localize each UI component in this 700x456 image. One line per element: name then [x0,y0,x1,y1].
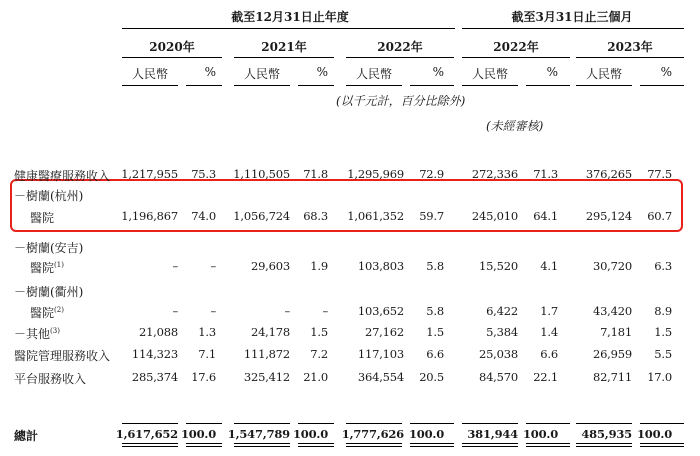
total-double-rule [186,443,222,444]
total-double-rule [234,443,290,444]
row-value: 20.5 [419,370,444,384]
year-rule-2021 [234,57,334,58]
sub-rule [526,85,570,86]
total-double-rule [410,443,454,444]
row-value: 6.6 [540,347,558,361]
highlight-box [10,179,683,232]
total-double-rule [410,446,454,447]
total-rule [462,423,518,424]
group-rule-year [122,28,455,29]
row-label-line2: 醫院$^{(1)}$ [30,261,64,275]
total-value: 381,944 [467,427,518,441]
row-value: 376,265 [585,167,632,181]
row-value: 1,110,505 [233,167,290,181]
row-value: 117,103 [357,347,404,361]
year-header-2022: 2022年 [377,40,423,54]
sub-rule [186,85,222,86]
row-label: 醫院管理服務收入 [14,349,111,363]
sub-rule [234,85,290,86]
row-value: 295,124 [585,209,632,223]
row-value: 7.1 [198,347,216,361]
col-pct-2022-3m: % [546,65,558,79]
total-value: 100.0 [522,427,558,441]
row-value: 60.7 [647,209,672,223]
col-rmb-2021: 人民幣 [243,67,280,81]
row-value: 29,603 [250,259,290,273]
sub-rule [640,85,684,86]
row-value: 7,181 [600,325,632,339]
row-value: 6,422 [486,304,518,318]
row-value: 64.1 [533,209,558,223]
row-value: 1,061,352 [347,209,404,223]
col-pct-2023-3m: % [660,65,672,79]
row-value: 1.5 [426,325,444,339]
row-value: 103,652 [357,304,404,318]
row-value: 71.8 [303,167,328,181]
row-label-line2: 醫院$^{(2)}$ [30,306,64,320]
row-value: 22.1 [533,370,558,384]
note-unaudited: (未經審核) [486,119,544,133]
total-double-rule [640,446,684,447]
row-value: 1.4 [540,325,558,339]
row-value: 285,374 [131,370,178,384]
row-value: 103,803 [357,259,404,273]
row-value: 245,010 [471,209,518,223]
row-value: 5.8 [426,259,444,273]
total-value: 1,777,626 [341,427,404,441]
total-double-rule [186,446,222,447]
row-value: 7.2 [310,347,328,361]
total-double-rule [526,446,570,447]
row-value: 17.6 [191,370,216,384]
total-value: 485,935 [581,427,632,441]
col-rmb-2022-3m: 人民幣 [471,67,508,81]
year-rule-2023-3m [576,57,684,58]
col-pct-2020: % [204,65,216,79]
year-rule-2020 [122,57,222,58]
row-label-line1: －樹蘭(衢州) [14,285,84,299]
total-value: 100.0 [636,427,672,441]
total-label: 總計 [14,429,39,443]
total-double-rule [298,446,334,447]
row-value: 1.3 [198,325,216,339]
total-double-rule [526,443,570,444]
row-value: 77.5 [647,167,672,181]
row-value: 72.9 [419,167,444,181]
total-double-rule [346,443,402,444]
footnote-marker: (3) [50,327,60,335]
row-label: －其他$^{(3)}$ [14,327,60,341]
total-double-rule [576,443,632,444]
row-value: 71.3 [533,167,558,181]
sub-rule [576,85,632,86]
group-rule-3m [462,28,684,29]
row-value: 6.3 [654,259,672,273]
col-pct-2021: % [316,65,328,79]
row-value: 30,720 [592,259,632,273]
total-value: 1,547,789 [227,427,290,441]
row-value: 1.5 [310,325,328,339]
row-value: 74.0 [191,209,216,223]
row-value: – [322,304,328,318]
row-value: 5.5 [654,347,672,361]
total-double-rule [234,446,290,447]
year-rule-2022 [346,57,454,58]
row-value: 325,412 [243,370,290,384]
row-value: – [210,304,216,318]
total-rule [122,423,178,424]
row-value: 27,162 [364,325,404,339]
row-value: 21.0 [303,370,328,384]
row-value: 68.3 [303,209,328,223]
row-value: 1.9 [310,259,328,273]
row-label-line2: 醫院 [30,211,55,225]
year-header-2020: 2020年 [149,40,195,54]
total-value: 100.0 [180,427,216,441]
col-rmb-2020: 人民幣 [131,67,168,81]
col-pct-2022: % [432,65,444,79]
total-double-rule [346,446,402,447]
year-rule-2022-3m [462,57,570,58]
row-value: 75.3 [191,167,216,181]
total-rule [410,423,454,424]
row-value: 8.9 [654,304,672,318]
row-value: 84,570 [478,370,518,384]
row-value: 5,384 [486,325,518,339]
row-value: 1,295,969 [347,167,404,181]
total-rule [640,423,684,424]
year-header-2021: 2021年 [261,40,307,54]
group-header-3m: 截至3月31日止三個月 [511,10,633,24]
total-double-rule [122,446,178,447]
year-header-2023-3m: 2023年 [607,40,653,54]
row-value: 59.7 [419,209,444,223]
row-value: 111,872 [243,347,290,361]
row-value: 1,217,955 [121,167,178,181]
total-double-rule [122,443,178,444]
total-value: 1,617,652 [115,427,178,441]
row-value: 1,196,867 [121,209,178,223]
row-value: 4.1 [540,259,558,273]
col-rmb-2023-3m: 人民幣 [585,67,622,81]
row-value: 43,420 [592,304,632,318]
row-value: – [172,259,178,273]
sub-rule [346,85,402,86]
total-value: 100.0 [408,427,444,441]
row-value: 272,336 [471,167,518,181]
total-rule [346,423,402,424]
row-label-line1: －樹蘭(杭州) [14,189,84,203]
sub-rule [410,85,454,86]
row-value: 1.5 [654,325,672,339]
row-label-line1: －樹蘭(安吉) [14,241,84,255]
row-label: 健康醫療服務收入 [14,169,111,183]
total-rule [234,423,290,424]
row-label: 平台服務收入 [14,372,87,386]
row-value: 1.7 [540,304,558,318]
total-rule [186,423,222,424]
row-value: 21,088 [138,325,178,339]
sub-rule [122,85,178,86]
sub-rule [298,85,334,86]
total-double-rule [462,443,518,444]
col-rmb-2022: 人民幣 [355,67,392,81]
row-value: 24,178 [250,325,290,339]
row-value: 114,323 [131,347,178,361]
total-rule [298,423,334,424]
row-value: 1,056,724 [233,209,290,223]
group-header-year: 截至12月31日止年度 [231,10,349,24]
row-value: 17.0 [647,370,672,384]
row-value: 5.8 [426,304,444,318]
row-value: 364,554 [357,370,404,384]
note-unit: (以千元計，百分比除外) [336,94,466,108]
sub-rule [462,85,518,86]
year-header-2022-3m: 2022年 [493,40,539,54]
row-value: – [284,304,290,318]
row-value: 6.6 [426,347,444,361]
row-value: 82,711 [592,370,632,384]
footnote-marker: (2) [54,306,64,314]
footnote-marker: (1) [54,261,64,269]
row-value: 26,959 [592,347,632,361]
row-value: 25,038 [478,347,518,361]
total-double-rule [576,446,632,447]
total-double-rule [640,443,684,444]
total-rule [526,423,570,424]
row-value: – [172,304,178,318]
total-value: 100.0 [292,427,328,441]
row-value: – [210,259,216,273]
total-double-rule [298,443,334,444]
total-double-rule [462,446,518,447]
row-value: 15,520 [478,259,518,273]
total-rule [576,423,632,424]
